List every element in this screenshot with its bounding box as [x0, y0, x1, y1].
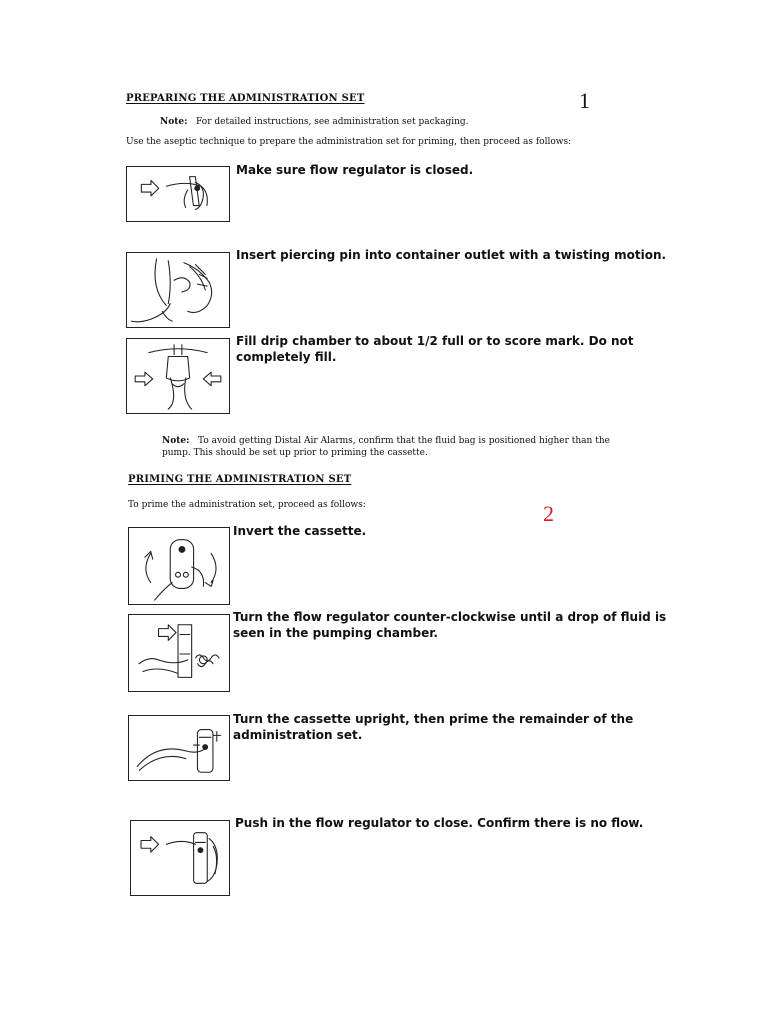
- cassette-upright-icon: [129, 716, 229, 780]
- step-3-line-1: Fill drip chamber to about 1/2 full or to score mark. Do not: [236, 334, 634, 348]
- step-2-line-1: Insert piercing pin into container outlet with a twisting motion.: [236, 248, 667, 262]
- step-2-text: [236, 247, 676, 263]
- step-4-line-1: Invert the cassette.: [233, 524, 367, 538]
- step-5-line-1: Turn the flow regulator counter-clockwise until a drop of fluid is: [233, 610, 667, 624]
- note-2-label: Note:: [162, 436, 190, 446]
- note-2: [162, 435, 610, 459]
- step-5-text: [233, 609, 673, 641]
- step-figure-flow-regulator-closed: [126, 166, 230, 222]
- step-7-text: [235, 815, 675, 831]
- note-label: Note:: [160, 117, 188, 127]
- step-figure-push-regulator: [130, 820, 230, 896]
- step-1-text: [236, 162, 676, 178]
- step-7-line-1: Push in the flow regulator to close. Confirm there is no flow.: [235, 816, 644, 830]
- page-number-2: 2: [543, 501, 554, 526]
- push-regulator-icon: [131, 821, 229, 895]
- section-2-intro: To prime the administration set, proceed as follows:: [128, 500, 366, 510]
- step-6-text: [233, 711, 673, 743]
- step-figure-piercing-pin: [126, 252, 230, 328]
- note-text: For detailed instructions, see administration set packaging.: [196, 117, 469, 127]
- step-3-line-2: completely fill.: [236, 350, 337, 364]
- page-number-1: 1: [579, 88, 590, 113]
- invert-cassette-icon: [129, 528, 229, 604]
- note-2-line-1: [162, 435, 610, 447]
- step-figure-invert-cassette: [128, 527, 230, 605]
- drip-chamber-icon: [127, 339, 229, 413]
- flow-regulator-closed-icon: [127, 167, 229, 221]
- flow-regulator-turn-icon: [129, 615, 229, 691]
- step-figure-cassette-upright: [128, 715, 230, 781]
- piercing-pin-icon: [127, 253, 229, 327]
- step-6-line-2: administration set.: [233, 728, 363, 742]
- section-heading-preparing: PREPARING THE ADMINISTRATION SET: [126, 93, 365, 104]
- step-4-text: [233, 523, 673, 539]
- step-3-text: [236, 333, 676, 365]
- step-figure-drip-chamber: [126, 338, 230, 414]
- step-6-line-1: Turn the cassette upright, then prime the remainder of the: [233, 712, 634, 726]
- note-1: [160, 116, 469, 128]
- step-5-line-2: seen in the pumping chamber.: [233, 626, 438, 640]
- section-heading-priming: PRIMING THE ADMINISTRATION SET: [128, 474, 352, 485]
- note-2-text-2: pump. This should be set up prior to priming the cassette.: [162, 448, 428, 458]
- step-figure-flow-regulator-turn: [128, 614, 230, 692]
- note-2-text-1: To avoid getting Distal Air Alarms, confirm that the fluid bag is positioned higher than the: [198, 436, 610, 446]
- section-1-intro: Use the aseptic technique to prepare the administration set for priming, then proceed as follows:: [126, 137, 572, 147]
- step-1-line-1: Make sure flow regulator is closed.: [236, 163, 474, 177]
